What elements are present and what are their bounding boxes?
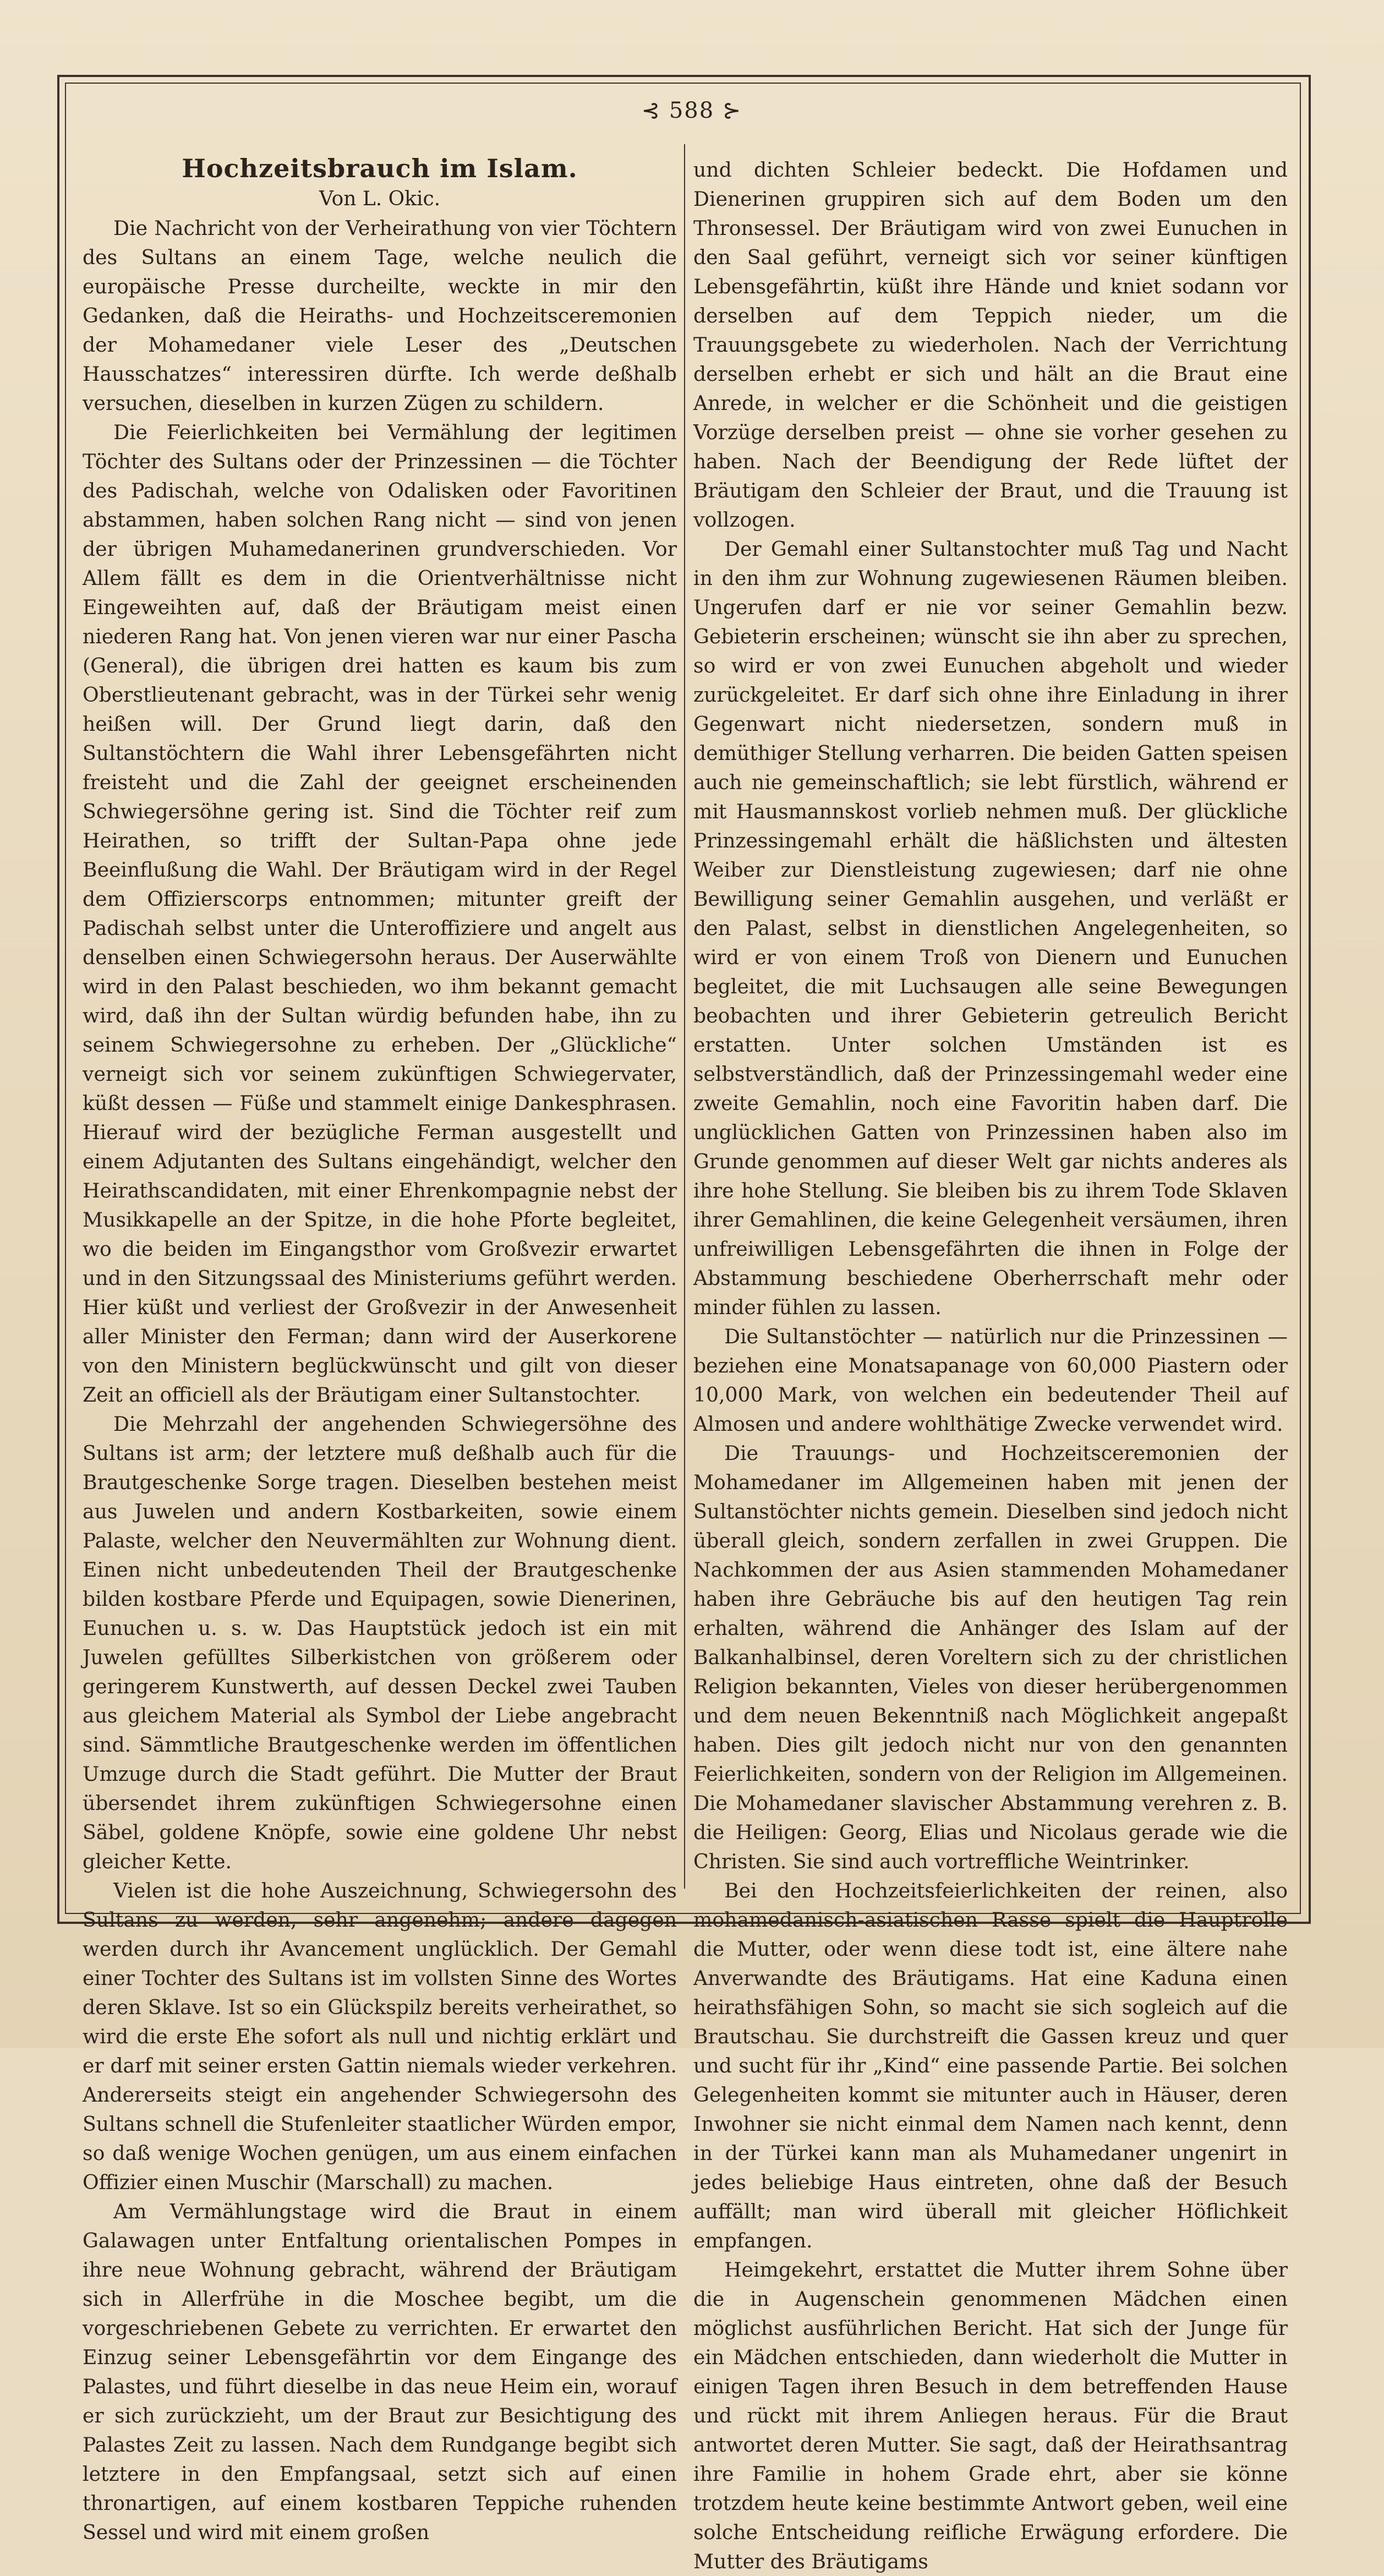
- column-divider: [684, 144, 685, 1889]
- article-title: Hochzeitsbrauch im Islam.: [182, 154, 578, 183]
- page-number: [609, 98, 774, 123]
- paragraph: Die Sultanstöchter — natürlich nur die Prinzessinen — beziehen eine Monatsapanage von 60,000 Piastern oder 10,000 Mark, von welchen ein bedeutender Theil auf Almosen und andere wohlthätige Zwecke verwendet wird.: [693, 1325, 1288, 1436]
- paragraph: Vielen ist die hohe Auszeichnung, Schwiegersohn des Sultans zu werden, sehr angenehm; andere dagegen werden durch ihr Avancement unglücklich. Der Gemahl einer Tochter des Sultans ist im vollsten Sinne des Wortes deren Sklave. Ist so ein Glückspilz bereits verheirathet, so wird die erste Ehe sofort als null und nichtig erklärt und er darf mit seiner ersten Gattin niemals wieder verkehren. Andererseits steigt ein angehender Schwiegersohn des Sultans schnell die Stufenleiter staatlicher Würden empor, so daß wenige Wochen genügen, um aus einem einfachen Offizier einen Muschir (Marschall) zu machen.: [83, 1879, 677, 2194]
- ornament-right: ⊱: [722, 98, 742, 123]
- paragraph: Die Feierlichkeiten bei Vermählung der legitimen Töchter des Sultans oder der Prinzessinen — die Töchter des Padischah, welche von Odalisken oder Favoritinen abstammen, haben solchen Rang nicht — sind von jenen der übrigen Muhamedanerinen grundverschieden. Vor Allem fällt es dem in die Orientverhältnisse nicht Eingeweihten auf, daß der Bräutigam meist einen niederen Rang hat. Von jenen vieren war nur einer Pascha (General), die übrigen drei hatten es kaum bis zum Oberstlieutenant gebracht, was in der Türkei sehr wenig heißen will. Der Grund liegt darin, daß den Sultanstöchtern die Wahl ihrer Lebensgefährten nicht freisteht und die Zahl der geeignet erscheinenden Schwiegersöhne gering ist. Sind die Töchter reif zum Heirathen, so trifft der Sultan-Papa ohne jede Beeinflußung die Wahl. Der Bräutigam wird in der Regel dem Offizierscorps entnommen; mitunter greift der Padischah selbst unter die Unteroffiziere und angelt aus denselben einen Schwiegersohn heraus. Der Auserwählte wird in den Palast beschieden, wo ihm bekannt gemacht wird, daß ihn der Sultan würdig befunden habe, ihn zu seinem Schwiegersohne zu erheben. Der „Glückliche“ verneigt sich vor seinem zukünftigen Schwiegervater, küßt dessen — Füße und stammelt einige Dankesphrasen. Hierauf wird der bezügliche Ferman ausgestellt und einem Adjutanten des Sultans eingehändigt, welcher den Heirathscandidaten, mit einer Ehrenkompagnie nebst der Musikkapelle an der Spitze, in die hohe Pforte begleitet, wo die beiden im Eingangsthor vom Großvezir erwartet und in den Sitzungssaal des Ministeriums geführt werden. Hier küßt und verliest der Großvezir in der Anwesenheit aller Minister den Ferman; dann wird der Auserkorene von den Ministern beglückwünscht und gilt von dieser Zeit an officiell als der Bräutigam einer Sultanstochter.: [83, 420, 677, 1407]
- paragraph: Die Nachricht von der Verheirathung von vier Töchtern des Sultans an einem Tage, welche neulich die europäische Presse durcheilte, weckte in mir den Gedanken, daß die Heiraths- und Hochzeitsceremonien der Mohamedaner viele Leser des „Deutschen Hausschatzes“ interessiren dürfte. Ich werde deßhalb versuchen, dieselben in kurzen Zügen zu schildern.: [83, 216, 677, 415]
- paragraph: Der Gemahl einer Sultanstochter muß Tag und Nacht in den ihm zur Wohnung zugewiesenen Räumen bleiben. Ungerufen darf er nie vor seiner Gemahlin bezw. Gebieterin erscheinen; wünscht sie ihn aber zu sprechen, so wird er von zwei Eunuchen abgeholt und wieder zurückgeleitet. Er darf sich ohne ihre Einladung in ihrer Gegenwart nicht niedersetzen, sondern muß in demüthiger Stellung verharren. Die beiden Gatten speisen auch nie gemeinschaftlich; sie lebt fürstlich, während er mit Hausmannskost vorlieb nehmen muß. Der glückliche Prinzessingemahl erhält die häßlichsten und ältesten Weiber zur Dienstleistung zugewiesen; darf nie ohne Bewilligung seiner Gemahlin ausgehen, und verläßt er den Palast, selbst in dienstlichen Angelegenheiten, so wird er von einem Troß von Dienern und Eunuchen begleitet, die mit Luchsaugen alle seine Bewegungen beobachten und ihrer Gebieterin getreulich Bericht erstatten. Unter solchen Umständen ist es selbstverständlich, daß der Prinzessingemahl weder eine zweite Gemahlin, noch eine Favoritin haben darf. Die unglücklichen Gatten von Prinzessinen haben also im Grunde genommen auf dieser Welt gar nichts anderes als ihre hohe Stellung. Sie bleiben bis zu ihrem Tode Sklaven ihrer Gemahlinen, die keine Gelegenheit versäumen, ihren unfreiwilligen Lebensgefährten die ihnen in Folge der Abstammung beschiedene Oberherrschaft mehr oder minder fühlen zu lassen.: [693, 537, 1288, 1319]
- page-number-value: 588: [669, 98, 715, 123]
- left-column: [83, 144, 677, 2544]
- ornament-left: ⊰: [641, 98, 661, 123]
- article-byline: Von L. Okic.: [319, 188, 441, 210]
- paragraph: Die Trauungs- und Hochzeitsceremonien der Mohamedaner im Allgemeinen haben mit jenen der Sultanstöchter nichts gemein. Dieselben sind jedoch nicht überall gleich, sondern zerfallen in zwei Gruppen. Die Nachkommen der aus Asien stammenden Mohamedaner haben ihre Gebräuche bis auf den heutigen Tag rein erhalten, während die Anhänger des Islam auf der Balkanhalbinsel, deren Voreltern sich zu der christlichen Religion bekannten, Vieles von dieser herübergenommen und dem neuen Bekenntniß nach Möglichkeit angepaßt haben. Dies gilt jedoch nicht nur von den genannten Feierlichkeiten, sondern von der Religion im Allgemeinen. Die Mohamedaner slavischer Abstammung verehren z. B. die Heiligen: Georg, Elias und Nicolaus gerade wie die Christen. Sie sind auch vortreffliche Weintrinker.: [693, 1441, 1288, 1873]
- paragraph: Am Vermählungstage wird die Braut in einem Galawagen unter Entfaltung orientalischen Pompes in ihre neue Wohnung gebracht, während der Bräutigam sich in Allerfrühe in die Moschee begibt, um die vorgeschriebenen Gebete zu verrichten. Er erwartet den Einzug seiner Lebensgefährtin vor dem Eingange des Palastes, und führt dieselbe in das neue Heim ein, worauf er sich zurückzieht, um der Braut zur Besichtigung des Palastes Zeit zu lassen. Nach dem Rundgange begibt sich letztere in den Empfangsaal, setzt sich auf einen thronartigen, auf einem kostbaren Teppiche ruhenden Sessel und wird mit einem großen: [83, 2200, 677, 2544]
- paragraph: Heimgekehrt, erstattet die Mutter ihrem Sohne über die in Augenschein genommenen Mädchen einen möglichst ausführlichen Bericht. Hat sich der Junge für ein Mädchen entschieden, dann wiederholt die Mutter in einigen Tagen ihren Besuch in dem betreffenden Hause und rückt mit ihrem Anliegen heraus. Für die Braut antwortet deren Mutter. Sie sagt, daß der Heirathsantrag ihre Familie in hohem Grade ehrt, aber sie könne trotzdem heute keine bestimmte Antwort geben, weil eine solche Entscheidung reifliche Erwägung erfordere. Die Mutter des Bräutigams: [693, 2258, 1288, 2573]
- right-column: [693, 155, 1288, 2573]
- paragraph: und dichten Schleier bedeckt. Die Hofdamen und Dienerinen gruppiren sich auf dem Boden um den Thronsessel. Der Bräutigam wird von zwei Eunuchen in den Saal geführt, verneigt sich vor seiner künftigen Lebensgefährtin, küßt ihre Hände und kniet sodann vor derselben auf dem Teppich nieder, um die Trauungsgebete zu wiederholen. Nach der Verrichtung derselben erhebt er sich und hält an die Braut eine Anrede, in welcher er die Schönheit und die geistigen Vorzüge derselben preist — ohne sie vorher gesehen zu haben. Nach der Beendigung der Rede lüftet der Bräutigam den Schleier der Braut, und die Trauung ist vollzogen.: [693, 158, 1288, 532]
- paragraph: Die Mehrzahl der angehenden Schwiegersöhne des Sultans ist arm; der letztere muß deßhalb auch für die Brautgeschenke Sorge tragen. Dieselben bestehen meist aus Juwelen und andern Kostbarkeiten, sowie einem Palaste, welcher den Neuvermählten zur Wohnung dient. Einen nicht unbedeutenden Theil der Brautgeschenke bilden kostbare Pferde und Equipagen, sowie Dienerinen, Eunuchen u. s. w. Das Hauptstück jedoch ist ein mit Juwelen gefülltes Silberkistchen von größerem oder geringerem Kunstwerth, auf dessen Deckel zwei Tauben aus gleichem Material als Symbol der Liebe angebracht sind. Sämmtliche Brautgeschenke werden im öffentlichen Umzuge durch die Stadt geführt. Die Mutter der Braut übersendet ihrem zukünftigen Schwiegersohne einen Säbel, goldene Knöpfe, sowie eine goldene Uhr nebst gleicher Kette.: [83, 1412, 677, 1873]
- paragraph: Bei den Hochzeitsfeierlichkeiten der reinen, also mohamedanisch-asiatischen Rasse spielt die Hauptrolle die Mutter, oder wenn diese todt ist, eine ältere nahe Anverwandte des Bräutigams. Hat eine Kaduna einen heirathsfähigen Sohn, so macht sie sich sogleich auf die Brautschau. Sie durchstreift die Gassen kreuz und quer und sucht für ihr „Kind“ eine passende Partie. Bei solchen Gelegenheiten kommt sie mitunter auch in Häuser, deren Inwohner sie nicht einmal dem Namen nach kennt, denn in der Türkei kann man als Muhamedaner ungenirt in jedes beliebige Haus eintreten, ohne daß der Besuch auffällt; man wird überall mit gleicher Höflichkeit empfangen.: [693, 1879, 1288, 2252]
